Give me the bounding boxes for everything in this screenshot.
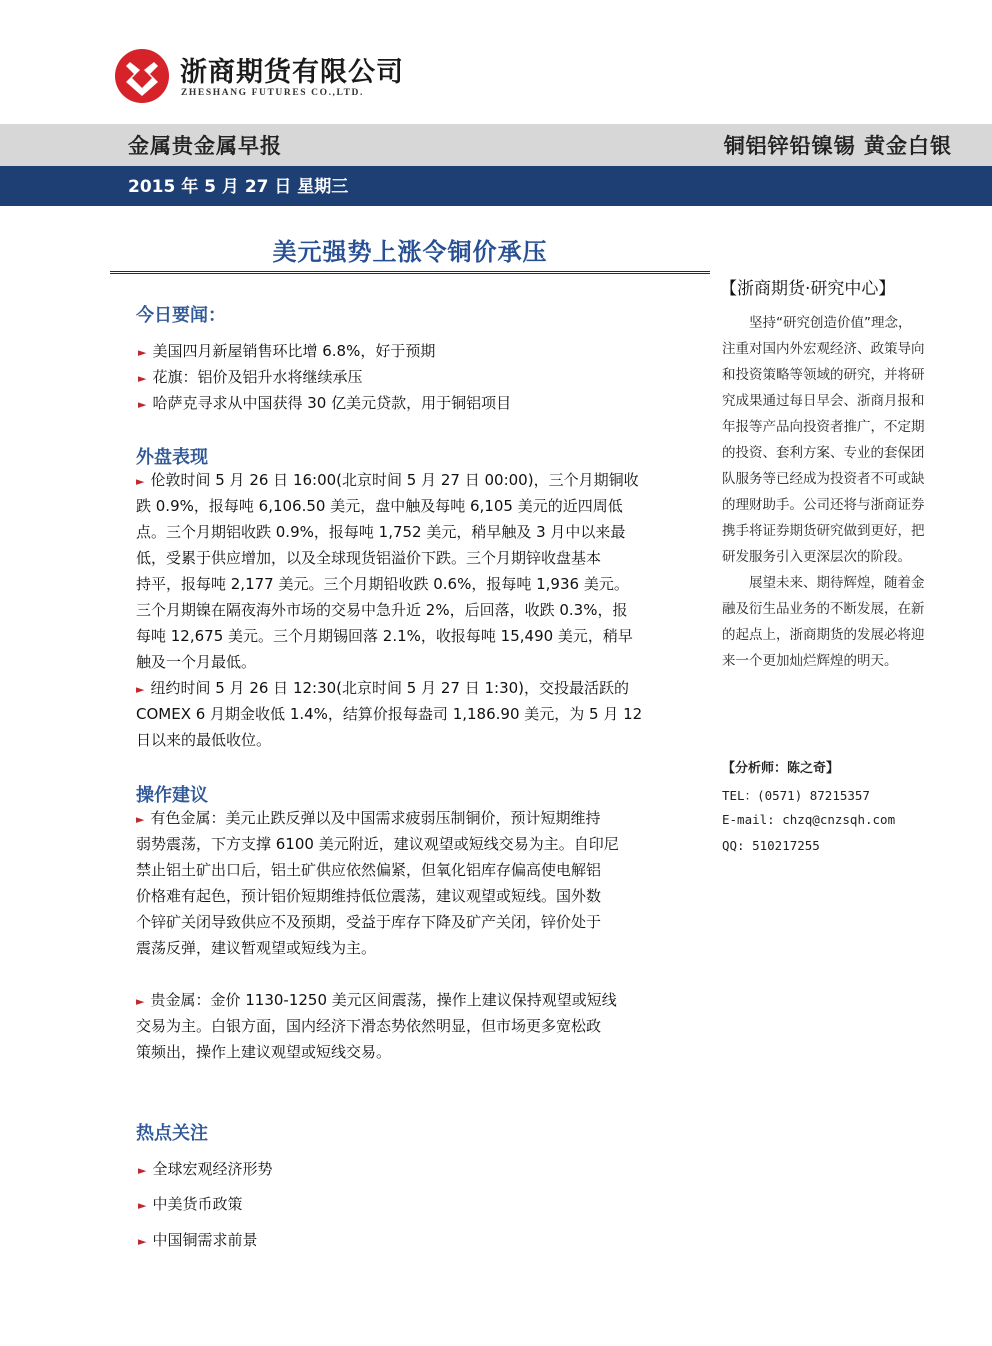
contact-qq: QQ: 510217255 [722,838,820,853]
bullet-icon: ► [138,372,147,385]
bullet-icon: ► [138,1164,147,1177]
title-divider [110,271,710,274]
hot-topic-item: ► 中美货币政策 [138,1195,243,1213]
hot-topics-heading: 热点关注 [136,1123,208,1144]
bullet-icon: ► [138,1199,147,1212]
analyst-name: 【分析师：陈之奇】 [722,761,840,776]
page-title: 美元强势上涨令铜价承压 [272,238,548,266]
bullet-icon: ► [136,813,145,826]
advice-heading: 操作建议 [136,785,208,806]
report-date: 2015 年 5 月 27 日 星期三 [128,177,349,197]
hot-topic-item: ► 中国铜需求前景 [138,1231,258,1249]
news-item: ► 哈萨克寻求从中国获得 30 亿美元贷款，用于铜铝项目 [138,394,512,412]
bullet-icon: ► [138,398,147,411]
overseas-paragraph-newyork: ► 纽约时间 5 月 26 日 12:30(北京时间 5 月 27 日 1:30)，交投最活跃的 COMEX 6 月期金收低 1.4%，结算价报每盎司 1,186.90 美元，为 5 月 12 日以来的最低收位。 [136,679,643,749]
bullet-icon: ► [138,346,147,359]
research-center-label: 【浙商期货·研究中心】 [720,279,896,299]
bullet-icon: ► [136,475,145,488]
metals-list: 铜铝锌铅镍锡 黄金白银 [723,134,952,158]
news-item: ► 美国四月新屋销售环比增 6.8%，好于预期 [138,342,436,360]
company-intro: 坚持“研究创造价值”理念， 注重对国内外宏观经济、政策导向 和投资策略等领域的研究，并将研 究成果通过每日早会、浙商月报和 年报等产品向投资者推广，不定期 的投资、套利方案、专业的套保团 队服务等已经成为投资者不可或缺 的理财助手。公司还将与浙商证券 携手将证券期货研究做到更好，把 研发服务引入更深层次的阶段。 展望未来、期待辉煌，随着金 融及衍生品业务的不断发展，在新 的起点上，浙商期货的发展必将迎 来一个更加灿烂辉煌的明天。 [722,315,925,669]
overseas-heading: 外盘表现 [136,447,208,468]
news-heading: 今日要闻： [136,305,226,326]
company-name-en: ZHESHANG FUTURES CO.,LTD. [181,88,364,98]
advice-paragraph-precious-metals: ► 贵金属：金价 1130-1250 美元区间震荡，操作上建议保持观望或短线 交易为主。白银方面，国内经济下滑态势依然明显，但市场更多宽松政 策频出，操作上建议观望或短线交易。 [136,991,617,1061]
report-type: 金属贵金属早报 [128,134,282,158]
bullet-icon: ► [136,683,145,696]
zheshang-logo-icon [114,48,170,104]
news-item: ► 花旗：铝价及铝升水将继续承压 [138,368,363,386]
overseas-paragraph-london: ► 伦敦时间 5 月 26 日 16:00(北京时间 5 月 27 日 00:00)，三个月期铜收 跌 0.9%，报每吨 6,106.50 美元，盘中触及每吨 6,105 美元的近四周低 点。三个月期铝收跌 0.9%，报每吨 1,752 美元，稍早触及 3 月中以来最 低，受累于供应增加，以及全球现货铝溢价下跌。三个月期锌收盘基本 持平，报每吨 2,177 美元。三个月期铅收跌 0.6%，报每吨 1,936 美元。 三个月期镍在隔夜海外市场的交易中急升近 2%，后回落，收跌 0.3%，报 每吨 12,675 美元。三个月期锡回落 2.1%，收报每吨 15,490 美元，稍早 触及一个月最低。 [136,471,639,671]
advice-paragraph-base-metals: ► 有色金属：美元止跌反弹以及中国需求疲弱压制铜价，预计短期维持 弱势震荡，下方支撑 6100 美元附近，建议观望或短线交易为主。自印尼 禁止铝土矿出口后，铝土矿供应依然偏紧，但氧化铝库存偏高使电解铝 价格难有起色，预计铝价短期维持低位震荡，建议观望或短线。国外数 个锌矿关闭导致供应不及预期，受益于库存下降及矿产关闭，锌价处于 震荡反弹，建议暂观望或短线为主。 [136,809,619,957]
bullet-icon: ► [136,995,145,1008]
hot-topic-item: ► 全球宏观经济形势 [138,1160,273,1178]
contact-email[interactable]: E-mail: chzq@cnzsqh.com [722,812,896,827]
contact-tel: TEL：(0571) 87215357 [722,788,870,803]
bullet-icon: ► [138,1235,147,1248]
company-name-cn: 浙商期货有限公司 [180,57,404,88]
